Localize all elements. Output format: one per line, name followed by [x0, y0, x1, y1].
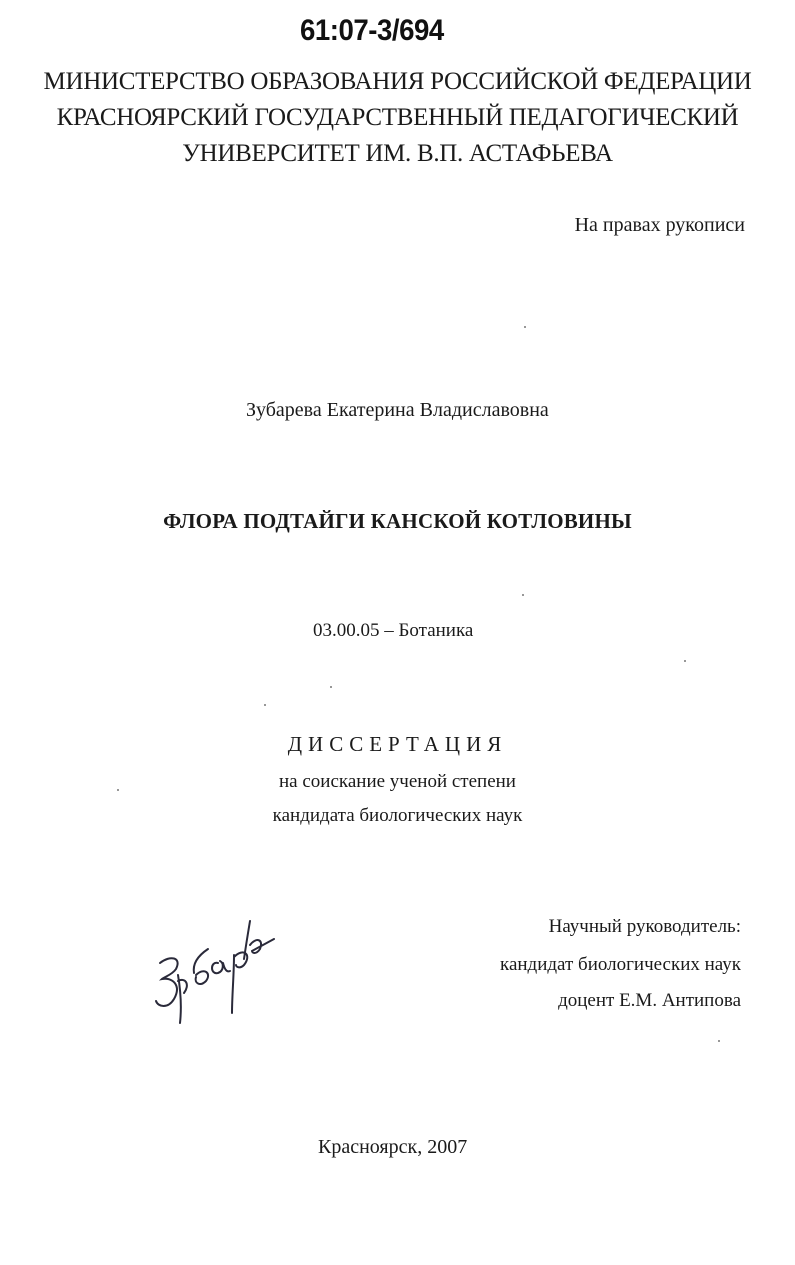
supervisor-degree: кандидат биологических наук	[500, 954, 741, 975]
degree-line-2: кандидата биологических наук	[272, 805, 523, 826]
specialty-code: 03.00.05 – Ботаника	[313, 620, 474, 641]
supervisor-label: Научный руководитель:	[548, 916, 741, 937]
manuscript-note: На правах рукописи	[574, 214, 745, 236]
supervisor-name: доцент Е.М. Антипова	[558, 990, 741, 1011]
ministry-line-1: МИНИСТЕРСТВО ОБРАЗОВАНИЯ РОССИЙСКОЙ ФЕДЕРАЦИИ	[43, 68, 752, 95]
ministry-line-3: УНИВЕРСИТЕТ ИМ. В.П. АСТАФЬЕВА	[182, 140, 613, 167]
dissertation-title: ФЛОРА ПОДТАЙГИ КАНСКОЙ КОТЛОВИНЫ	[163, 509, 632, 533]
degree-line-1: на соискание ученой степени	[279, 771, 516, 792]
dissertation-heading: ДИССЕРТАЦИЯ	[287, 732, 508, 756]
city-year: Красноярск, 2007	[318, 1136, 468, 1158]
archive-code: 61:07-3/694	[300, 14, 444, 47]
ministry-block	[0, 64, 795, 172]
handwritten-signature	[148, 915, 278, 1035]
ministry-line-2: КРАСНОЯРСКИЙ ГОСУДАРСТВЕННЫЙ ПЕДАГОГИЧЕСКИЙ	[56, 104, 739, 131]
author-name: Зубарева Екатерина Владиславовна	[246, 399, 549, 421]
